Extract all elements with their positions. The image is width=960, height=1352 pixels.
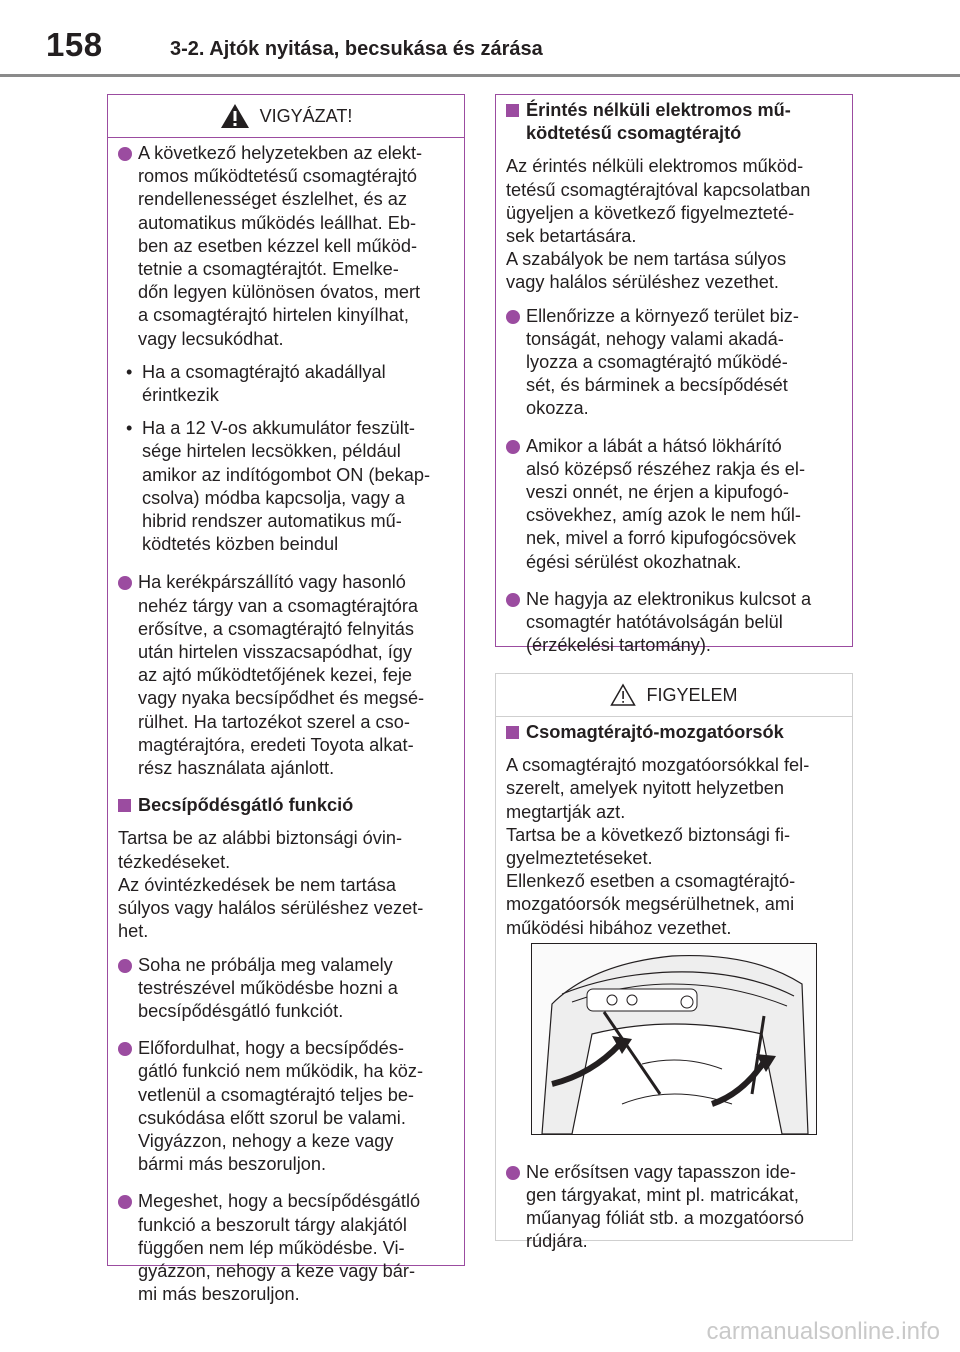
bullet-dot [118, 1042, 132, 1056]
text-line: ben az esetben kézzel kell működ- [138, 235, 418, 256]
list-item [506, 305, 840, 421]
list-item: • Ha a csomagtérajtó akadállyal érintkezik [118, 361, 452, 407]
text-line: A következő helyzetekben az elekt- [138, 143, 423, 163]
section-title: 3-2. Ajtók nyitása, becsukása és zárása [170, 38, 543, 60]
bullet-text [526, 305, 840, 421]
text-line: automatikus működés leállhat. Eb- [138, 212, 417, 233]
bullet-dot [506, 1166, 520, 1180]
square-marker [506, 104, 519, 117]
subheading [506, 99, 840, 145]
header-divider [0, 74, 960, 77]
text-line: A szabályok be nem tartása súlyos [506, 249, 787, 270]
bullet-text [138, 1190, 452, 1306]
bullet-text [138, 142, 452, 351]
text-line: het. [118, 921, 149, 942]
text-line: veszi onnét, ne érjen a kipufogó- [526, 482, 789, 503]
paragraph [506, 155, 840, 294]
text-line: (érzékelési tartomány). [526, 635, 711, 656]
text-line: működési hibához vezethet. [506, 917, 732, 938]
text-line: után hirtelen visszacsapódhat, így [138, 642, 412, 663]
text-line: Megeshet, hogy a becsípődésgátló [138, 1191, 421, 1212]
text-line: csövekhez, amíg azok le nem hűl- [526, 505, 801, 526]
text-line: magtérajtóra, eredeti Toyota alkat- [138, 734, 414, 755]
bullet-text [138, 571, 452, 780]
text-line: gyelmeztetéseket. [506, 848, 653, 869]
text-line: sek betartására. [506, 226, 637, 247]
text-line: bármi más beszoruljon. [138, 1154, 327, 1175]
text-line: csolva) módba kapcsolja, vagy a [142, 487, 405, 508]
text-line: Ha a 12 V-os akkumulátor feszült- [142, 418, 415, 439]
text-line: a csomagtérajtó hirtelen kinyílhat, [138, 305, 409, 326]
page-header [0, 0, 960, 80]
bullet-dot [118, 576, 132, 590]
list-item [118, 142, 452, 351]
list-item [118, 571, 452, 780]
text-line: Ha a csomagtérajtó akadállyal [142, 361, 386, 382]
text-line: ügyeljen a következő figyelmezteté- [506, 202, 795, 223]
bullet-dot [506, 593, 520, 607]
paragraph [506, 754, 840, 940]
text-line: égési sérülést okozhatnak. [526, 551, 742, 572]
text-line: Ne erősítsen vagy tapasszon ide- [526, 1161, 796, 1182]
bullet-dot [118, 147, 132, 161]
text-line: funkció a beszorult tárgy alakjától [138, 1214, 407, 1235]
warning-box-header [108, 95, 464, 138]
text-line: mozgatóorsók megsérülhetnek, ami [506, 894, 795, 915]
warning-box [107, 94, 465, 1305]
bullet-dot [118, 1195, 132, 1209]
text-line: Ha kerékpárszállító vagy hasonló [138, 572, 406, 593]
text-line: az ajtó működtetőjének kezei, feje [138, 665, 412, 686]
text-line: Előfordulhat, hogy a becsípődés- [138, 1038, 404, 1059]
text-line: nehéz tárgy van a csomagtérajtóra [138, 595, 419, 616]
paragraph [118, 827, 452, 943]
text-line: Az óvintézkedések be nem tartása [118, 874, 397, 895]
text-line: okozza. [526, 398, 589, 419]
text-line: Ne hagyja az elektronikus kulcsot a [526, 588, 812, 609]
text-line: rész használata ajánlott. [138, 758, 335, 779]
text-line: Ellenőrizze a környező terület biz- [526, 305, 799, 326]
text-line: Tartsa be a következő biztonsági fi- [506, 824, 791, 845]
text-line: rúdjára. [526, 1231, 588, 1252]
text-line: Az érintés nélküli elektromos működ- [506, 156, 804, 177]
text-line: Amikor a lábát a hátsó lökhárító [526, 435, 782, 456]
caution-triangle-outline-icon [610, 683, 636, 707]
notice-title: FIGYELEM [646, 684, 738, 705]
text-line: nek, mivel a forró kipufogócsövek [526, 528, 796, 549]
text-line: gyázzon, nehogy a keze vagy bár- [138, 1260, 416, 1281]
text-line: Érintés nélküli elektromos mű- [526, 100, 791, 120]
text-line: tetnie a csomagtérajtót. Emelke- [138, 259, 399, 280]
warning-box-continued [495, 94, 853, 656]
text-line: romos működtetésű csomagtérajtó [138, 166, 418, 187]
text-line: lyozza a csomagtérajtó működé- [526, 352, 788, 373]
text-line: gen tárgyakat, mint pl. matricákat, [526, 1185, 799, 1206]
text-line: rülhet. Ha tartozékot szerel a cso- [138, 711, 410, 732]
list-item [506, 588, 840, 658]
text-line: csomagtér hatótávolságán belül [526, 612, 783, 633]
list-item [118, 1190, 452, 1306]
text-line: A csomagtérajtó mozgatóorsókkal fel- [506, 755, 810, 776]
text-line: Soha ne próbálja meg valamely [138, 954, 393, 975]
text-line: Tartsa be az alábbi biztonsági óvin- [118, 828, 403, 849]
text-line: mi más beszoruljon. [138, 1284, 300, 1305]
list-item: • Ha a 12 V-os akkumulátor feszült- sége hirtelen lecsökken, például amikor az indítógombot ON (bekap- csolva) módba kapcsolja, vagy a hibrid rendszer automatikus mű- ködtetés közben beindul [118, 417, 452, 556]
text-line: tézkedéseket. [118, 851, 231, 872]
bullet-text [526, 435, 840, 574]
square-marker [506, 726, 519, 739]
bullet-text [138, 954, 452, 1024]
warning-triangle-icon [220, 103, 250, 129]
text-line: dőn legyen különösen óvatos, mert [138, 282, 421, 303]
text-line: szerelt, amelyek nyitott helyzetben [506, 778, 784, 799]
list-item [118, 954, 452, 1024]
list-item [506, 1161, 840, 1254]
text-line: amikor az indítógombot ON (bekap- [142, 464, 431, 485]
text-line: becsípődésgátló funkciót. [138, 1000, 344, 1021]
text-line: alsó középső részéhez rakja és el- [526, 458, 806, 479]
bullet-dot [506, 440, 520, 454]
text-line: tetésű csomagtérajtóval kapcsolatban [506, 179, 811, 200]
bullet-dot [506, 310, 520, 324]
text-line: testrészével működésbe hozni a [138, 977, 398, 998]
bullet-text [138, 1037, 452, 1176]
page-number: 158 [46, 26, 103, 63]
watermark: carmanualsonline.info [706, 1318, 940, 1345]
text-line: vagy halálos sérüléshez vezethet. [506, 272, 779, 293]
text-line: vagy nyaka becsípődhet és megsé- [138, 688, 425, 709]
bullet-text [526, 1161, 840, 1254]
text-line: erősítve, a csomagtérajtó felnyitás [138, 618, 414, 639]
text-line: hibrid rendszer automatikus mű- [142, 511, 402, 532]
subheading: Becsípődésgátló funkció [118, 794, 452, 817]
list-item [118, 1037, 452, 1176]
text-line: tonságát, nehogy valami akadá- [526, 328, 784, 349]
dash-text [142, 417, 452, 556]
text-line: sége hirtelen lecsökken, például [142, 441, 401, 462]
tailgate-strut-illustration [531, 943, 817, 1135]
text-line: műanyag fóliát stb. a mozgatóorsó [526, 1208, 805, 1229]
text-line: csukódása előtt szorul be valami. [138, 1107, 406, 1128]
text-line: függően nem lép működésbe. Vi- [138, 1237, 405, 1258]
text-line: sét, és bárminek a becsípődését [526, 375, 788, 396]
text-line: Ellenkező esetben a csomagtérajtó- [506, 871, 796, 892]
text-line: ködtetésű csomagtérajtó [526, 123, 742, 144]
subheading: Csomagtérajtó-mozgatóorsók [506, 721, 840, 744]
bullet-text [526, 588, 840, 658]
dash-text [142, 361, 452, 407]
tailgate-drawing [532, 944, 816, 1134]
text-line: megtartják azt. [506, 801, 626, 822]
notice-box-header [496, 674, 852, 717]
text-line: vetlenül a csomagtérajtó teljes be- [138, 1084, 414, 1105]
bullet-dot [118, 959, 132, 973]
warning-title: VIGYÁZAT! [259, 105, 353, 126]
text-line: vagy lecsukódhat. [138, 328, 284, 349]
square-marker [118, 799, 131, 812]
text-line: érintkezik [142, 385, 219, 406]
list-item [506, 435, 840, 574]
text-line: ködtetés közben beindul [142, 534, 339, 555]
text-line: rendellenességet észlelhet, és az [138, 189, 407, 210]
text-line: súlyos vagy halálos sérüléshez vezet- [118, 898, 424, 919]
text-line: gátló funkció nem működik, ha köz- [138, 1061, 424, 1082]
text-line: Vigyázzon, nehogy a keze vagy [138, 1130, 394, 1151]
